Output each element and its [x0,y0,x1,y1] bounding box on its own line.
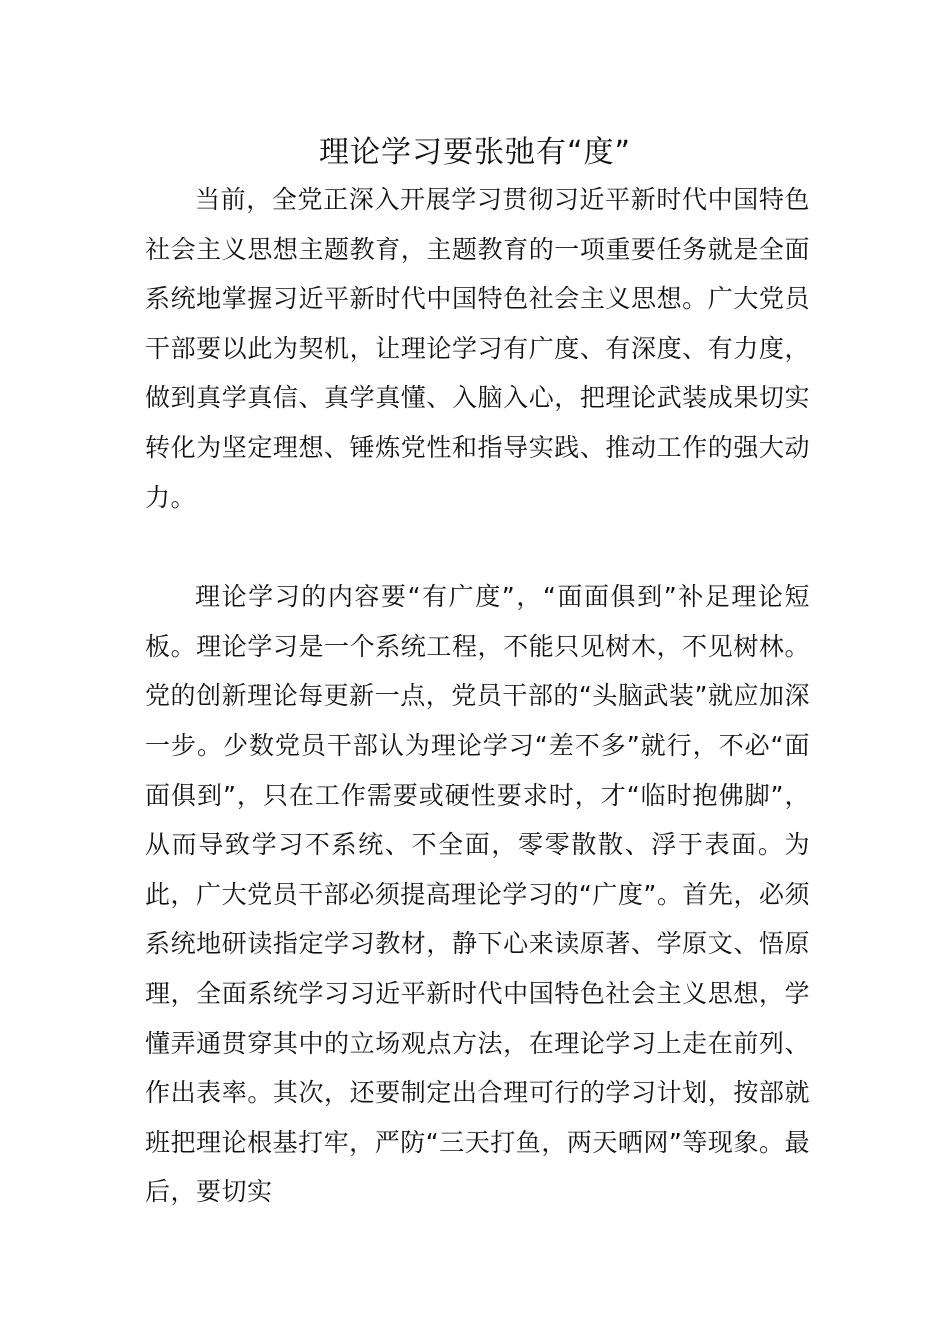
document-title: 理论学习要张弛有“度” [318,135,632,170]
paragraph-spacer [145,522,810,572]
document-body [145,175,810,1217]
paragraph-breadth: 理论学习的内容要“有广度”，“面面俱到”补足理论短板。理论学习是一个系统工程，不能只见树木，不见树林。党的创新理论每更新一点，党员干部的“头脑武装”就应加深一步。少数党员干部认为理论学习“差不多”就行，不必“面面俱到”，只在工作需要或硬性要求时，才“临时抱佛脚”，从而导致学习不系统、不全面，零零散散、浮于表面。为此，广大党员干部必须提高理论学习的“广度”。首先，必须系统地研读指定学习教材，静下心来读原著、学原文、悟原理，全面系统学习习近平新时代中国特色社会主义思想，学懂弄通贯穿其中的立场观点方法，在理论学习上走在前列、作出表率。其次，还要制定出合理可行的学习计划，按部就班把理论根基打牢，严防“三天打鱼，两天晒网”等现象。最后，要切实 [145,582,810,1207]
paragraph-intro: 当前，全党正深入开展学习贯彻习近平新时代中国特色社会主义思想主题教育，主题教育的一项重要任务就是全面系统地掌握习近平新时代中国特色社会主义思想。广大党员干部要以此为契机，让理论学习有广度、有深度、有力度，做到真学真信、真学真懂、入脑入心，把理论武装成果切实转化为坚定理想、锤炼党性和指导实践、推动工作的强大动力。 [145,185,810,512]
